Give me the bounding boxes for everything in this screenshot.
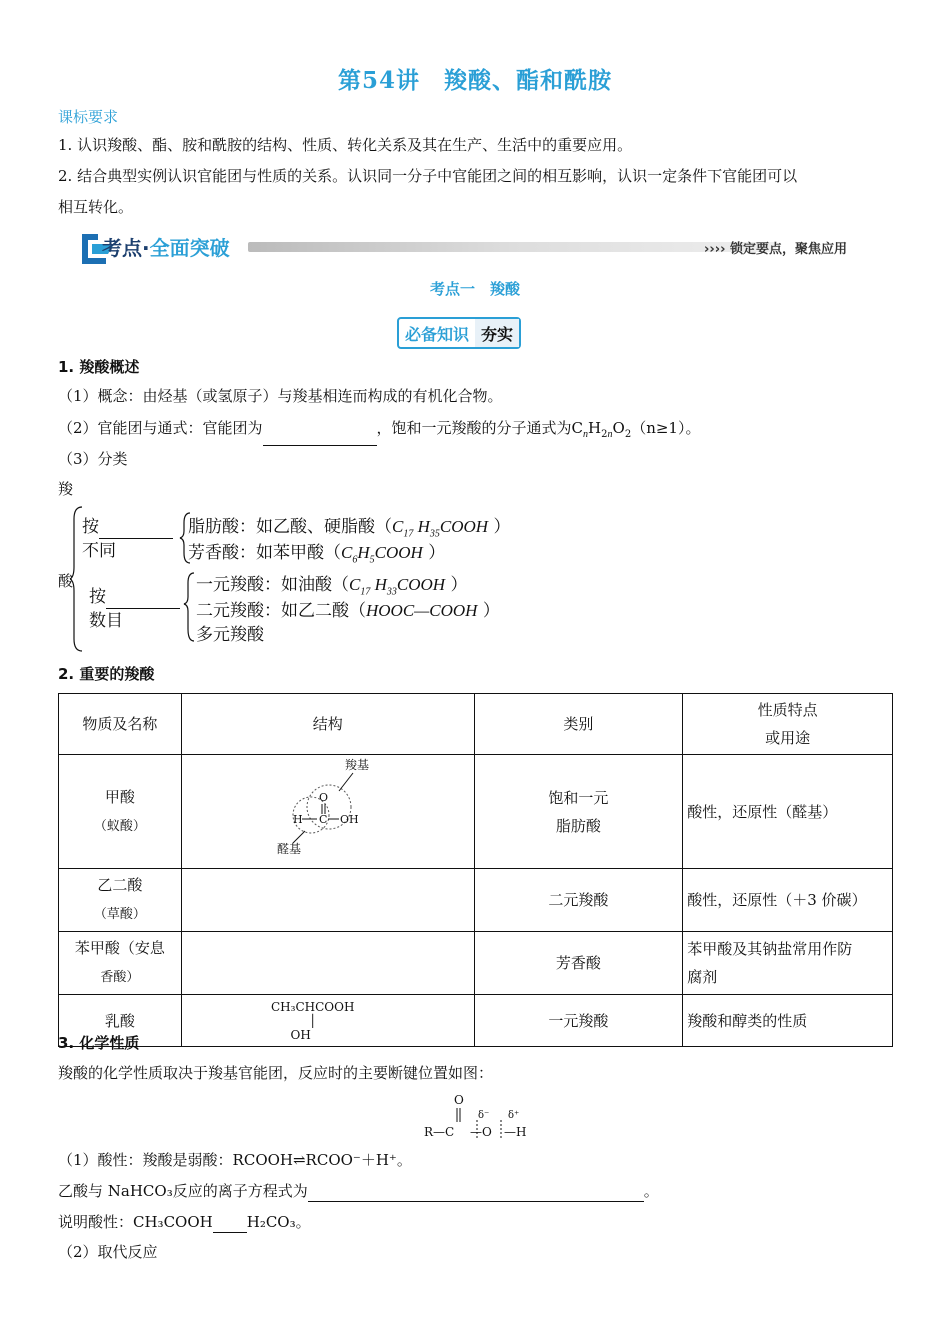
fg-blank[interactable] [263,429,377,446]
s3-compare: 说明酸性：CH₃COOH H₂CO₃。 [58,1213,311,1231]
svg-text:δ⁺: δ⁺ [508,1110,520,1121]
classify-blank-1[interactable] [99,522,173,539]
table-row: 苯甲酸（安息 香酸） 芳香酸 苯甲酸及其钠盐常用作防 腐剂 [59,932,893,995]
di-line: 二元羧酸：如乙二酸（HOOC—COOH ） [196,601,500,621]
svg-text:R—C: R—C [424,1125,455,1139]
table-row: 乙二酸 （草酸） 二元羧酸 酸性，还原性（＋3 价碳） [59,869,893,932]
banner-bar [248,242,776,252]
aromatic-line: 芳香酸：如苯甲酸（$C_6H_5COOH$ ） [188,543,446,566]
s1-functional-group: （2）官能团与通式：官能团为 ，饱和一元羧酸的分子通式为$C_nH_{2n}O_2(n\ge 1)$。 [58,417,700,446]
formic-acid-diagram [273,757,383,857]
oxalic-structure-blank [181,869,474,932]
svg-text:δ⁻: δ⁻ [478,1110,490,1121]
svg-text:羧基: 羧基 [344,758,369,772]
knowledge-badge: 必备知识 夯实 [397,317,521,349]
s3-substitution: （2）取代反应 [58,1243,158,1261]
section-title: 考点一 羧酸 [429,280,520,298]
s1-heading: 1. 羧酸概述 [58,358,140,376]
th-property: 性质特点 或用途 [683,694,893,755]
svg-text:O: O [482,1125,492,1139]
classify-acid-2: 酸 [58,572,74,590]
standards-item-1: 1. 认识羧酸、酯、胺和酰胺的结构、性质、转化关系及其在生产、生活中的重要应用。 [58,136,633,154]
svg-text:C: C [318,813,328,826]
s3-acidity: （1）酸性：羧酸是弱酸：RCOOH⇌RCOO⁻＋H⁺。 [58,1151,412,1169]
s3-equation: 乙酸与 NaHCO₃反应的离子方程式为 。 [58,1182,659,1200]
table-row: 甲酸 （蚁酸） 羧基 O H C OH 醛基 饱和一元 脂肪酸 酸性，还原性（醛基） [59,755,893,869]
classify-blank-2[interactable] [106,592,180,609]
by-count-label: 按 数目 [89,585,180,633]
svg-text:O: O [318,791,328,804]
formic-structure [181,755,474,869]
svg-text:—H: —H [504,1125,527,1139]
th-name: 物质及名称 [59,694,182,755]
table-row: 乳酸 CH₃CHCOOH │ OH 一元羧酸 羧酸和醇类的性质 [59,995,893,1047]
svg-text:—: — [470,1125,482,1139]
page-title: 第54讲 羧酸、酯和酰胺 [337,67,612,94]
important-acids-table [58,693,893,1047]
s1-classify: （3）分类 [58,450,128,468]
banner-label: 考点·全面突破 [102,236,230,260]
bond-cleavage-diagram [420,1090,540,1144]
aliphatic-line: 脂肪酸：如乙酸、硬脂酸（$C_{17}$ $H_{35}COOH$ ） [188,517,511,540]
th-category: 类别 [474,694,683,755]
standards-heading: 课标要求 [58,108,119,126]
svg-text:OH: OH [339,813,359,826]
s1-concept: （1）概念：由烃基（或氢原子）与羧基相连而构成的有机化合物。 [58,387,503,405]
svg-text:醛基: 醛基 [276,842,301,856]
standards-item-2: 2. 结合典型实例认识官能团与性质的关系。认识同一分子中官能团之间的相互影响，认识一定条件下官能团可以 [58,167,798,185]
equation-blank[interactable] [308,1185,644,1202]
s3-heading: 3. 化学性质 [58,1034,140,1052]
th-structure: 结构 [181,694,474,755]
svg-text:O: O [454,1093,464,1107]
standards-item-2-cont: 相互转化。 [58,198,134,216]
benzoic-structure-blank [181,932,474,995]
s2-heading: 2. 重要的羧酸 [58,665,155,683]
by-diff-label: 按 不同 [82,515,173,563]
mono-line: 一元羧酸：如油酸（$C_{17}$ $H_{33}COOH$ ） [196,575,468,598]
svg-text:H: H [292,813,303,826]
lactic-structure: CH₃CHCOOH │ OH [181,995,474,1047]
s3-intro: 羧酸的化学性质取决于羧基官能团，反应时的主要断键位置如图： [58,1064,494,1082]
banner-tagline: ›››› 锁定要点，聚焦应用 [704,242,847,257]
compare-blank[interactable] [213,1216,247,1233]
classify-acid-1: 羧 [58,480,74,498]
poly-line: 多元羧酸 [196,625,264,645]
section-banner [78,228,878,268]
